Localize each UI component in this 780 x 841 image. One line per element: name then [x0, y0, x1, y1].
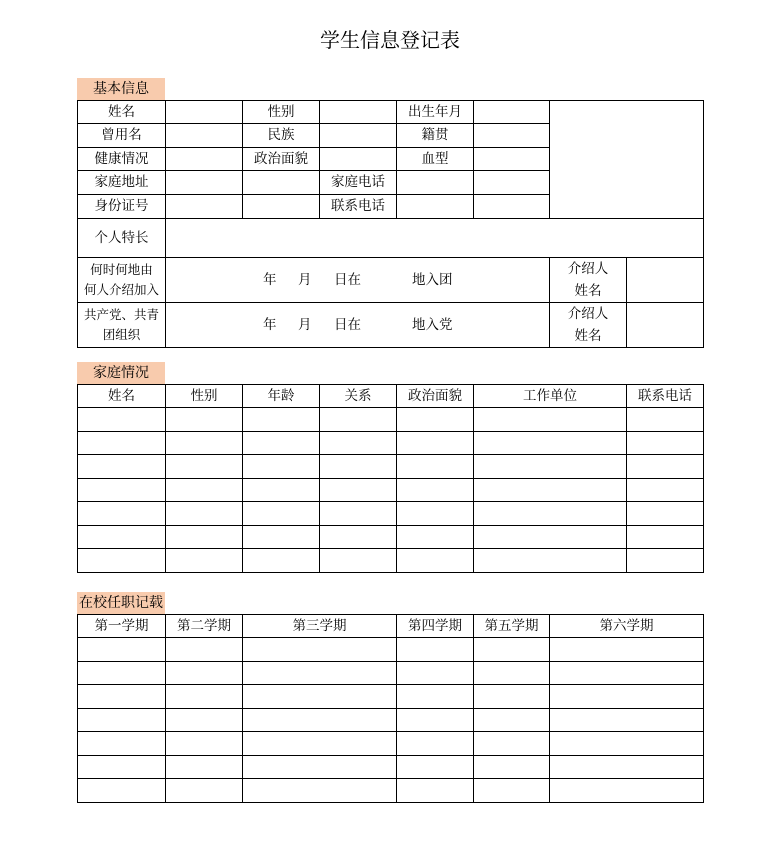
- year-text: 年: [263, 272, 277, 288]
- term-1-cell[interactable]: [78, 662, 166, 685]
- photo-area[interactable]: [550, 101, 704, 219]
- basic-info-table: [77, 100, 704, 348]
- family-employer-cell[interactable]: [474, 479, 627, 502]
- family-col-age: 年龄: [243, 385, 320, 408]
- term-3-cell[interactable]: [243, 638, 397, 662]
- term-5-header: 第五学期: [474, 615, 550, 638]
- family-phone-cell[interactable]: [627, 502, 704, 526]
- school-positions-row: [78, 638, 704, 662]
- family-name-cell[interactable]: [78, 549, 166, 573]
- family-phone-cell[interactable]: [627, 408, 704, 432]
- term-3-cell[interactable]: [243, 685, 397, 709]
- family-section-label: 家庭情况: [77, 362, 165, 384]
- family-name-cell[interactable]: [78, 502, 166, 526]
- home-phone-field-2[interactable]: [474, 171, 550, 195]
- name-label: 姓名: [78, 101, 166, 124]
- contact-phone-label: 联系电话: [320, 195, 397, 219]
- health-label: 健康情况: [78, 148, 166, 171]
- family-col-relation: 关系: [320, 385, 397, 408]
- term-2-cell[interactable]: [166, 732, 243, 756]
- basic-info-row: [78, 258, 704, 303]
- join-party-field[interactable]: [166, 303, 550, 348]
- former-name-field[interactable]: [166, 124, 243, 148]
- basic-info-row: [78, 303, 704, 348]
- political-status-label: 政治面貌: [243, 148, 320, 171]
- term-6-header: 第六学期: [550, 615, 704, 638]
- term-6-cell[interactable]: [550, 638, 704, 662]
- term-2-cell[interactable]: [166, 709, 243, 732]
- term-4-cell[interactable]: [397, 756, 474, 779]
- family-gender-cell[interactable]: [166, 455, 243, 479]
- term-6-cell[interactable]: [550, 685, 704, 709]
- name-field[interactable]: [166, 101, 243, 124]
- term-5-cell[interactable]: [474, 779, 550, 803]
- family-relation-cell[interactable]: [320, 526, 397, 549]
- family-relation-cell[interactable]: [320, 455, 397, 479]
- family-relation-cell[interactable]: [320, 549, 397, 573]
- month-text: 月: [298, 272, 312, 288]
- family-col-employer: 工作单位: [474, 385, 627, 408]
- family-relation-cell[interactable]: [320, 432, 397, 455]
- family-phone-cell[interactable]: [627, 549, 704, 573]
- page-title: 学生信息登记表: [320, 28, 460, 52]
- family-col-phone: 联系电话: [627, 385, 704, 408]
- home-phone-label: 家庭电话: [320, 171, 397, 195]
- term-4-cell[interactable]: [397, 732, 474, 756]
- family-gender-cell[interactable]: [166, 479, 243, 502]
- birth-date-label: 出生年月: [397, 101, 474, 124]
- family-political-status-cell[interactable]: [397, 479, 474, 502]
- day-at-text: 日在: [334, 272, 361, 288]
- contact-phone-field[interactable]: [397, 195, 474, 219]
- id-number-field-2[interactable]: [243, 195, 320, 219]
- join-party-label: [78, 303, 166, 348]
- term-5-cell[interactable]: [474, 638, 550, 662]
- term-4-cell[interactable]: [397, 662, 474, 685]
- family-relation-cell[interactable]: [320, 408, 397, 432]
- family-name-cell[interactable]: [78, 526, 166, 549]
- school-positions-row: [78, 732, 704, 756]
- introducer-label-line: 姓名: [574, 283, 602, 299]
- joined-league-text: 地入团: [412, 272, 453, 288]
- term-5-cell[interactable]: [474, 685, 550, 709]
- term-1-cell[interactable]: [78, 709, 166, 732]
- term-4-cell[interactable]: [397, 779, 474, 803]
- term-2-cell[interactable]: [166, 779, 243, 803]
- family-row: [78, 455, 704, 479]
- term-6-cell[interactable]: [550, 732, 704, 756]
- term-5-cell[interactable]: [474, 709, 550, 732]
- family-relation-cell[interactable]: [320, 502, 397, 526]
- native-place-field[interactable]: [474, 124, 550, 148]
- term-1-cell[interactable]: [78, 779, 166, 803]
- term-3-cell[interactable]: [243, 662, 397, 685]
- term-3-cell[interactable]: [243, 709, 397, 732]
- term-6-cell[interactable]: [550, 756, 704, 779]
- term-4-header: 第四学期: [397, 615, 474, 638]
- term-5-cell[interactable]: [474, 756, 550, 779]
- family-gender-cell[interactable]: [166, 502, 243, 526]
- term-1-cell[interactable]: [78, 732, 166, 756]
- basic-info-row: [78, 101, 704, 124]
- family-age-cell[interactable]: [243, 549, 320, 573]
- family-political-status-cell[interactable]: [397, 432, 474, 455]
- birth-date-field[interactable]: [474, 101, 550, 124]
- family-phone-cell[interactable]: [627, 479, 704, 502]
- year-text: 年: [263, 317, 277, 333]
- family-age-cell[interactable]: [243, 432, 320, 455]
- term-2-cell[interactable]: [166, 685, 243, 709]
- family-gender-cell[interactable]: [166, 526, 243, 549]
- gender-label: 性别: [243, 101, 320, 124]
- home-address-label: 家庭地址: [78, 171, 166, 195]
- family-col-name: 姓名: [78, 385, 166, 408]
- family-table: [77, 384, 704, 573]
- family-name-cell[interactable]: [78, 408, 166, 432]
- school-positions-table: [77, 614, 704, 803]
- id-number-field[interactable]: [166, 195, 243, 219]
- join-league-label-line: 何时何地由: [90, 262, 153, 277]
- home-address-field-2[interactable]: [243, 171, 320, 195]
- school-positions-row: [78, 779, 704, 803]
- family-political-status-cell[interactable]: [397, 549, 474, 573]
- health-field[interactable]: [166, 148, 243, 171]
- school-positions-row: [78, 756, 704, 779]
- joined-party-text: 地入党: [412, 317, 453, 333]
- join-league-label: [78, 258, 166, 303]
- home-address-field[interactable]: [166, 171, 243, 195]
- league-introducer-field[interactable]: [627, 258, 704, 303]
- family-header-row: [78, 385, 704, 408]
- basic-info-section-label: 基本信息: [77, 78, 165, 100]
- term-6-cell[interactable]: [550, 779, 704, 803]
- family-political-status-cell[interactable]: [397, 408, 474, 432]
- term-5-cell[interactable]: [474, 662, 550, 685]
- introducer-label-line: 姓名: [574, 328, 602, 344]
- contact-phone-field-2[interactable]: [474, 195, 550, 219]
- term-3-cell[interactable]: [243, 779, 397, 803]
- family-row: [78, 526, 704, 549]
- home-phone-field[interactable]: [397, 171, 474, 195]
- family-gender-cell[interactable]: [166, 408, 243, 432]
- family-phone-cell[interactable]: [627, 455, 704, 479]
- term-2-cell[interactable]: [166, 662, 243, 685]
- term-1-cell[interactable]: [78, 685, 166, 709]
- join-party-label-line: 共产党、共青: [83, 307, 159, 322]
- term-2-header: 第二学期: [166, 615, 243, 638]
- introducer-label-line: 介绍人: [567, 261, 609, 277]
- school-positions-row: [78, 709, 704, 732]
- family-row: [78, 432, 704, 455]
- family-row: [78, 549, 704, 573]
- school-positions-row: [78, 685, 704, 709]
- term-1-cell[interactable]: [78, 638, 166, 662]
- party-introducer-field[interactable]: [627, 303, 704, 348]
- family-employer-cell[interactable]: [474, 502, 627, 526]
- term-4-cell[interactable]: [397, 638, 474, 662]
- family-employer-cell[interactable]: [474, 455, 627, 479]
- term-1-cell[interactable]: [78, 756, 166, 779]
- term-4-cell[interactable]: [397, 685, 474, 709]
- term-4-cell[interactable]: [397, 709, 474, 732]
- term-2-cell[interactable]: [166, 756, 243, 779]
- family-row: [78, 502, 704, 526]
- family-age-cell[interactable]: [243, 502, 320, 526]
- term-2-cell[interactable]: [166, 638, 243, 662]
- family-name-cell[interactable]: [78, 455, 166, 479]
- family-political-status-cell[interactable]: [397, 526, 474, 549]
- basic-info-row: [78, 219, 704, 258]
- term-3-cell[interactable]: [243, 756, 397, 779]
- term-5-cell[interactable]: [474, 732, 550, 756]
- school-positions-section-label: 在校任职记载: [77, 592, 165, 614]
- join-league-field[interactable]: [166, 258, 550, 303]
- family-name-cell[interactable]: [78, 432, 166, 455]
- family-row: [78, 408, 704, 432]
- family-phone-cell[interactable]: [627, 432, 704, 455]
- join-league-label-line: 何人介绍加入: [83, 282, 159, 297]
- family-age-cell[interactable]: [243, 455, 320, 479]
- blood-type-label: 血型: [397, 148, 474, 171]
- political-status-field[interactable]: [320, 148, 397, 171]
- family-col-gender: 性别: [166, 385, 243, 408]
- join-party-label-line: 团组织: [102, 327, 141, 342]
- league-introducer-label: [550, 258, 627, 303]
- month-text: 月: [298, 317, 312, 333]
- family-col-political-status: 政治面貌: [397, 385, 474, 408]
- term-6-cell[interactable]: [550, 662, 704, 685]
- ethnicity-field[interactable]: [320, 124, 397, 148]
- native-place-label: 籍贯: [397, 124, 474, 148]
- family-employer-cell[interactable]: [474, 408, 627, 432]
- specialty-label: 个人特长: [78, 219, 166, 258]
- family-gender-cell[interactable]: [166, 549, 243, 573]
- family-relation-cell[interactable]: [320, 479, 397, 502]
- blood-type-field[interactable]: [474, 148, 550, 171]
- family-age-cell[interactable]: [243, 526, 320, 549]
- family-employer-cell[interactable]: [474, 549, 627, 573]
- family-employer-cell[interactable]: [474, 432, 627, 455]
- specialty-field[interactable]: [166, 219, 704, 258]
- ethnicity-label: 民族: [243, 124, 320, 148]
- former-name-label: 曾用名: [78, 124, 166, 148]
- family-phone-cell[interactable]: [627, 526, 704, 549]
- introducer-label-line: 介绍人: [567, 306, 609, 322]
- term-3-header: 第三学期: [243, 615, 397, 638]
- family-political-status-cell[interactable]: [397, 455, 474, 479]
- family-age-cell[interactable]: [243, 479, 320, 502]
- term-3-cell[interactable]: [243, 732, 397, 756]
- term-6-cell[interactable]: [550, 709, 704, 732]
- term-1-header: 第一学期: [78, 615, 166, 638]
- gender-field[interactable]: [320, 101, 397, 124]
- family-row: [78, 479, 704, 502]
- family-gender-cell[interactable]: [166, 432, 243, 455]
- family-political-status-cell[interactable]: [397, 502, 474, 526]
- day-at-text: 日在: [334, 317, 361, 333]
- family-name-cell[interactable]: [78, 479, 166, 502]
- family-employer-cell[interactable]: [474, 526, 627, 549]
- id-number-label: 身份证号: [78, 195, 166, 219]
- school-positions-row: [78, 662, 704, 685]
- family-age-cell[interactable]: [243, 408, 320, 432]
- party-introducer-label: [550, 303, 627, 348]
- school-positions-header-row: [78, 615, 704, 638]
